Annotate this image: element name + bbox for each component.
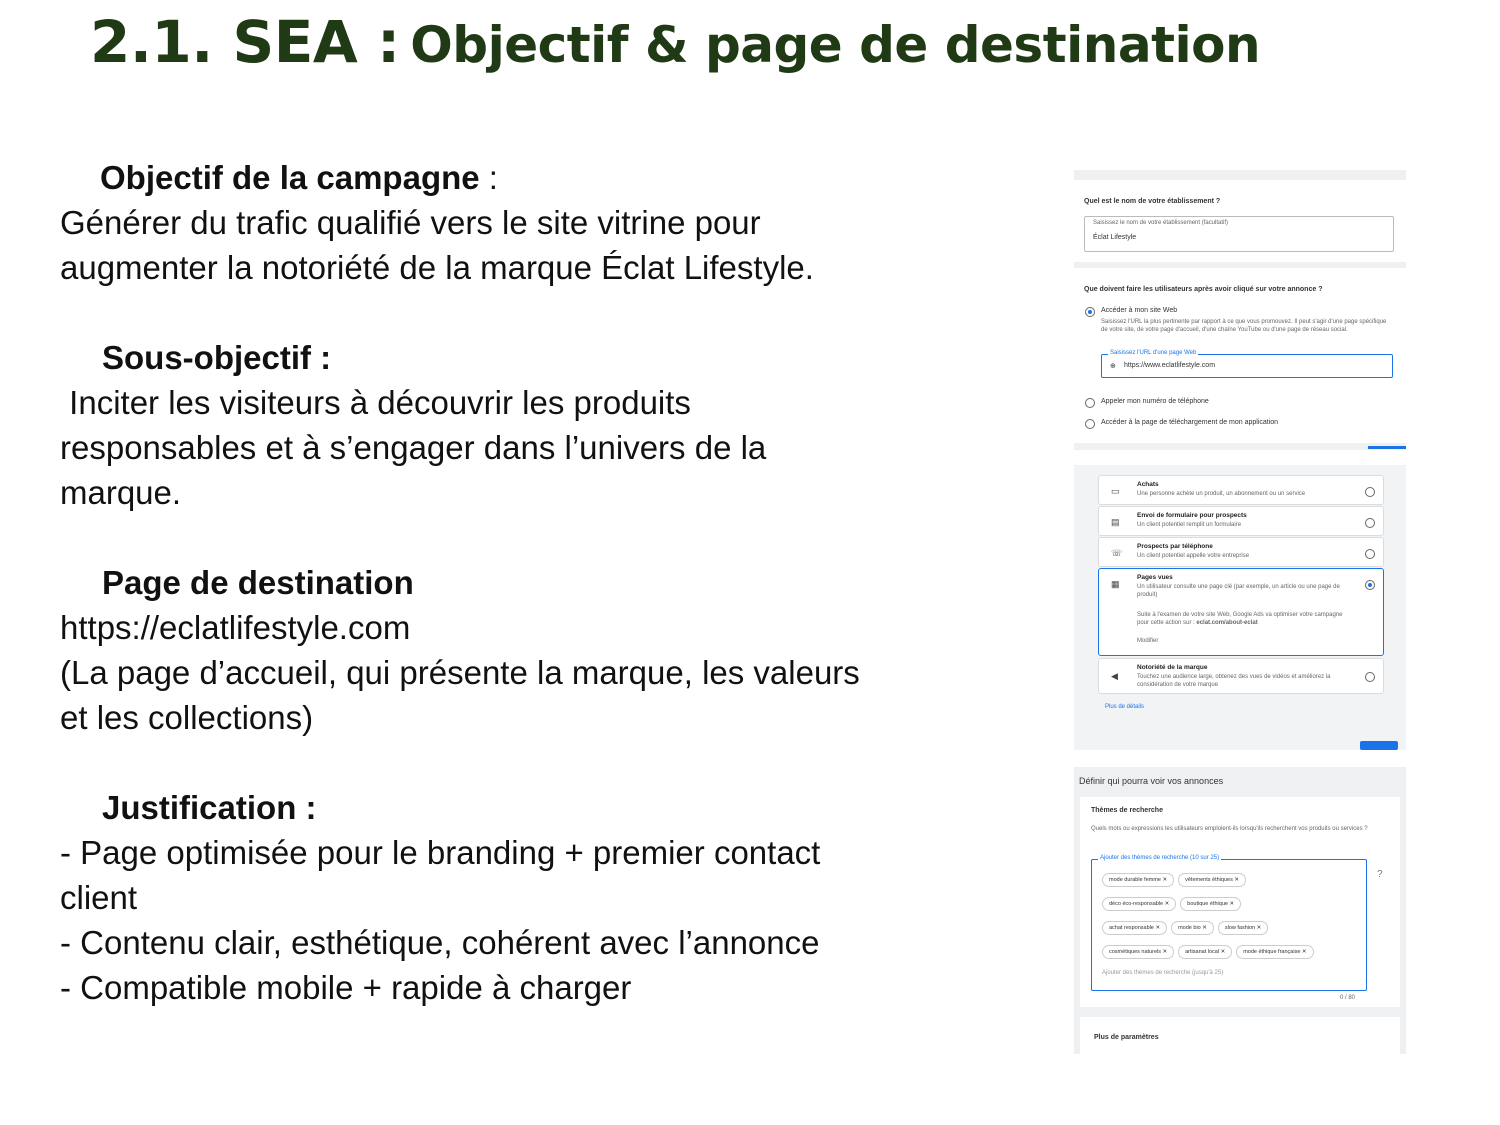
- section-line: responsables et à s’engager dans l’univers de la: [60, 429, 767, 466]
- char-counter: 0 / 80: [1340, 995, 1356, 1001]
- theme-chip[interactable]: mode éthique française ✕: [1236, 945, 1313, 959]
- search-themes-card: [1080, 797, 1400, 1007]
- theme-chip[interactable]: mode durable femme ✕: [1102, 873, 1174, 887]
- search-themes-question: Quels mots ou expressions les utilisateurs emploient-ils lorsqu'ils recherchent vos produits ou services ?: [1091, 826, 1368, 832]
- section-line: - Contenu clair, esthétique, cohérent avec l’annonce: [60, 924, 820, 961]
- chip-list: [1102, 868, 1364, 964]
- next-button[interactable]: [1360, 741, 1398, 750]
- section-heading-sous-objectif: Sous-objectif :: [102, 339, 332, 376]
- theme-chip[interactable]: boutique éthique ✕: [1180, 897, 1241, 911]
- url-input[interactable]: [1101, 350, 1393, 378]
- section-heading-objectif: Objectif de la campagne :: [100, 159, 498, 196]
- section-line: Inciter les visiteurs à découvrir les produits: [60, 384, 691, 421]
- section-line: marque.: [60, 474, 182, 511]
- question-business-name: Quel est le nom de votre établissement ?: [1084, 198, 1221, 205]
- section-heading-justification: Justification :: [102, 789, 317, 826]
- more-details-link[interactable]: Plus de détails: [1105, 704, 1145, 710]
- chip-row: [1102, 868, 1364, 892]
- theme-chip[interactable]: artisanat local ✕: [1178, 945, 1232, 959]
- question-click-action: Que doivent faire les utilisateurs après avoir cliqué sur votre annonce ?: [1084, 286, 1323, 293]
- search-themes-label: Ajouter des thèmes de recherche (10 sur 25): [1100, 855, 1220, 861]
- goal-title: Achats: [1137, 481, 1159, 488]
- audience-title: Définir qui pourra voir vos annonces: [1079, 776, 1224, 786]
- screenshot-url-form: [1074, 170, 1406, 450]
- card-icon: ▭: [1111, 486, 1120, 496]
- goal-option-awareness[interactable]: [1098, 658, 1384, 694]
- goal-desc: Un client potentiel appelle votre entreprise: [1137, 553, 1250, 559]
- landing-url: https://eclatlifestyle.com: [60, 609, 411, 646]
- business-name-field[interactable]: [1084, 216, 1394, 252]
- search-themes-input[interactable]: [1091, 855, 1367, 991]
- section-line: et les collections): [60, 699, 314, 736]
- section-line: - Page optimisée pour le branding + premier contact: [60, 834, 821, 871]
- business-name-value: Éclat Lifestyle: [1093, 234, 1137, 241]
- title-rest: Objectif & page de destination: [410, 16, 1261, 74]
- heading-suffix: :: [479, 159, 498, 196]
- goal-option-page-views[interactable]: [1098, 568, 1384, 656]
- goal-radio[interactable]: [1365, 487, 1375, 497]
- modify-link[interactable]: Modifier: [1137, 638, 1159, 644]
- goal-desc: Un utilisateur consulte une page clé (par exemple, un article ou une page de produit): [1137, 584, 1340, 598]
- help-icon[interactable]: ?: [1377, 869, 1383, 880]
- click-action-card: [1074, 268, 1406, 443]
- goal-title: Pages vues: [1137, 574, 1173, 581]
- radio-phone[interactable]: [1085, 398, 1095, 408]
- progress-indicator: [1368, 446, 1406, 449]
- goal-desc: Une personne achète un produit, un abonnement ou un service: [1137, 491, 1306, 497]
- section-line: Générer du trafic qualifié vers le site vitrine pour: [60, 204, 761, 241]
- goal-title: Envoi de formulaire pour prospects: [1137, 512, 1247, 519]
- goal-title: Notoriété de la marque: [1137, 664, 1208, 671]
- theme-chip[interactable]: vêtements éthiques ✕: [1178, 873, 1246, 887]
- theme-chip[interactable]: cosmétiques naturels ✕: [1102, 945, 1174, 959]
- slide-content: [60, 155, 1020, 1010]
- goal-desc: Touchez une audience large, obtenez des vues de vidéos et améliorez la considération de votre marque: [1137, 674, 1331, 688]
- slide-title: [90, 8, 1260, 76]
- goal-radio[interactable]: [1365, 672, 1375, 682]
- chip-row: [1102, 940, 1364, 964]
- more-params-card[interactable]: [1080, 1017, 1400, 1054]
- goal-option-purchases[interactable]: [1098, 475, 1384, 505]
- business-name-label: Saisissez le nom de votre établissement (facultatif): [1093, 220, 1229, 226]
- speaker-icon: ◀: [1111, 671, 1118, 681]
- title-main: 2.1. SEA :: [90, 8, 400, 76]
- goal-title: Prospects par téléphone: [1137, 543, 1213, 550]
- goal-option-phone-leads[interactable]: [1098, 537, 1384, 567]
- section-line: client: [60, 879, 138, 916]
- goal-radio-selected[interactable]: [1365, 580, 1375, 590]
- form-icon: ▤: [1111, 517, 1120, 527]
- option-app-label: Accéder à la page de téléchargement de mon application: [1101, 419, 1279, 426]
- goal-option-leads-form[interactable]: [1098, 506, 1384, 536]
- option-website-label: Accéder à mon site Web: [1101, 307, 1178, 314]
- screenshot-goal-selection: [1074, 465, 1406, 750]
- theme-chip[interactable]: déco éco-responsable ✕: [1102, 897, 1176, 911]
- chip-row: [1102, 916, 1364, 940]
- section-line: augmenter la notoriété de la marque Éclat Lifestyle.: [60, 249, 814, 286]
- theme-chip[interactable]: achat responsable ✕: [1102, 921, 1167, 935]
- goal-desc: Un client potentiel remplit un formulaire: [1137, 522, 1242, 528]
- url-input-value: https://www.eclatlifestyle.com: [1124, 362, 1216, 369]
- theme-chip[interactable]: slow fashion ✕: [1218, 921, 1268, 935]
- goal-note-url: eclat.com/about-eclat: [1196, 620, 1258, 626]
- chip-row: [1102, 892, 1364, 916]
- goal-radio[interactable]: [1365, 549, 1375, 559]
- business-name-card: [1074, 180, 1406, 262]
- phone-icon: ☏: [1111, 548, 1123, 558]
- search-themes-heading: Thèmes de recherche: [1091, 807, 1163, 814]
- option-phone-label: Appeler mon numéro de téléphone: [1101, 398, 1209, 405]
- section-line: (La page d’accueil, qui présente la marque, les valeurs: [60, 654, 860, 691]
- section-line: - Compatible mobile + rapide à charger: [60, 969, 632, 1006]
- option-website-desc: Saisissez l'URL la plus pertinente par rapport à ce que vous promouvez. Il peut s'agir d'une page spécifique de votre site, de votre page d'accueil, d'une chaîne YouTube ou d'une page de réseau social.: [1101, 319, 1387, 333]
- goal-note: Suite à l'examen de votre site Web, Google Ads va optimiser votre campagne pour cette action sur : eclat.com/about-eclat: [1137, 612, 1343, 626]
- radio-website[interactable]: [1085, 307, 1095, 317]
- search-themes-placeholder: Ajouter des thèmes de recherche (jusqu'à 25): [1102, 970, 1224, 976]
- theme-chip[interactable]: mode bio ✕: [1171, 921, 1214, 935]
- screenshot-search-themes: [1074, 767, 1406, 1054]
- radio-app[interactable]: [1085, 419, 1095, 429]
- page-icon: ▦: [1111, 579, 1120, 589]
- goal-radio[interactable]: [1365, 518, 1375, 528]
- section-heading-page-destination: Page de destination: [102, 564, 414, 601]
- globe-icon: ⊕: [1110, 363, 1116, 370]
- more-params-label: Plus de paramètres: [1094, 1034, 1159, 1041]
- url-input-label: Saisissez l'URL d'une page Web: [1110, 350, 1197, 356]
